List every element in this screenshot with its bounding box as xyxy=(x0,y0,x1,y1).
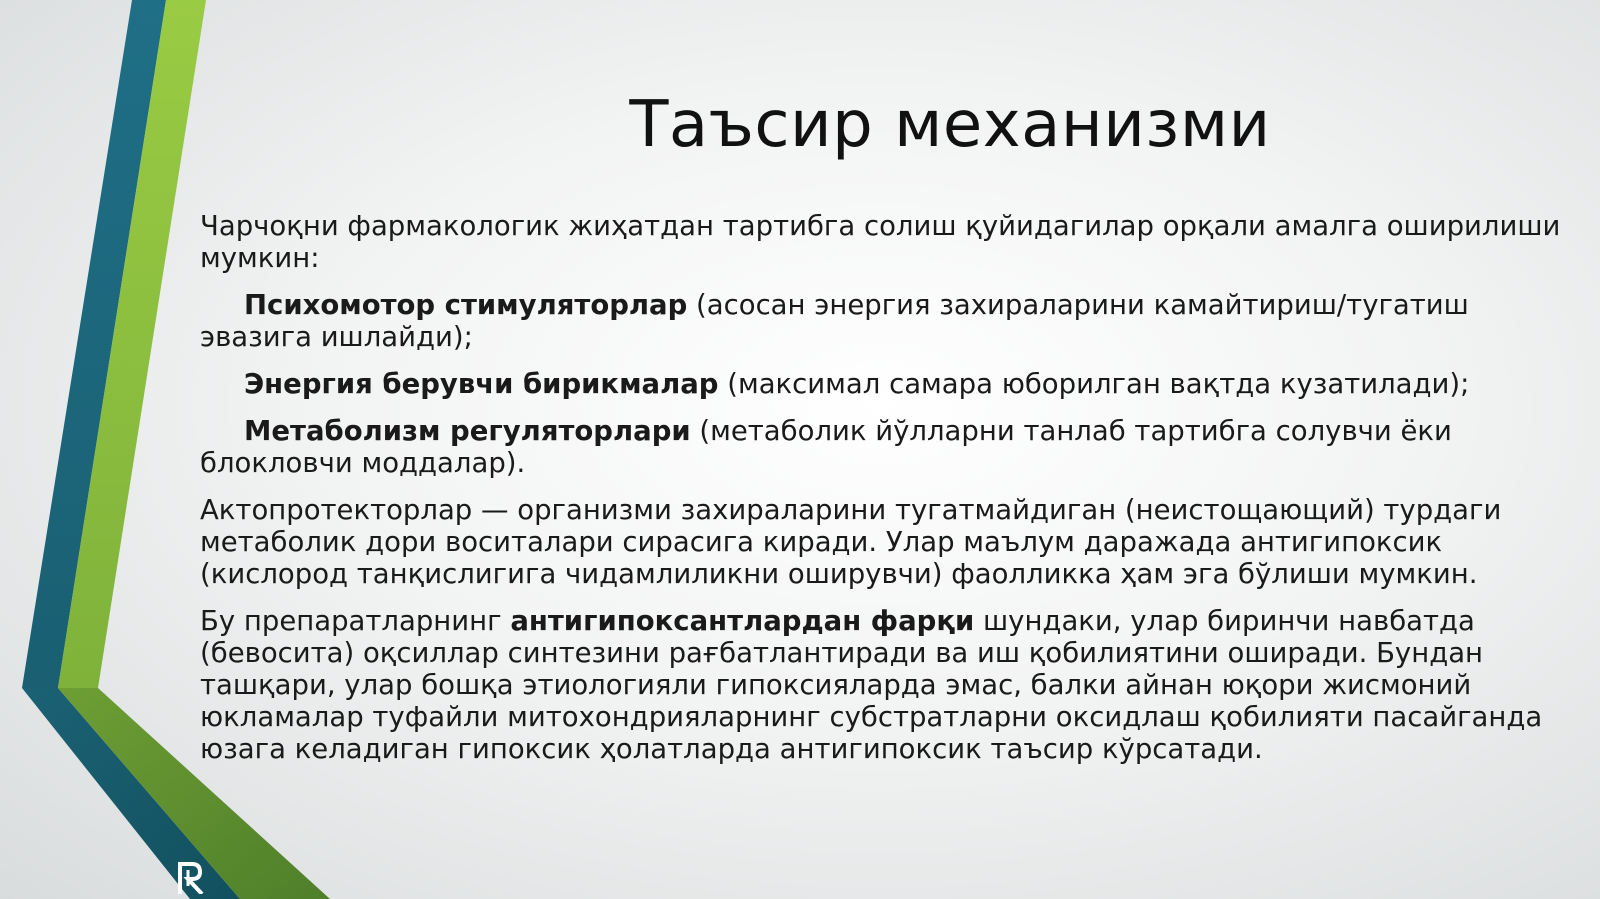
item-term: Энергия берувчи бирикмалар xyxy=(244,368,719,400)
item-description: (метаболик йўлларни танлаб тартибга солувчи ёки блокловчи моддалар). xyxy=(200,415,1452,479)
item-description: (асосан энергия захираларини камайтириш/тугатиш эвазига ишлайди); xyxy=(200,289,1469,353)
actoprotectors-paragraph: Актопротекторлар — организми захираларини тугатмайдиган (неистощающий) турдаги метаболик дори воситалари сирасига киради. Улар маълум даражада антигипоксик (кислород танқислигига чидамлиликни оширувчи) фаолликка ҳам эга бўлиши мумкин. xyxy=(200,494,1502,590)
difference-paragraph xyxy=(200,605,1580,765)
difference-post: шундаки, улар биринчи навбатда (бевосита) оқсиллар синтезини рағбатлантиради ва иш қобилиятини оширади. Бундан ташқари, улар бошқа этиологияли гипоксияларда эмас, балки айнан юқори жисмоний юкламалар туфайли митохондрияларнинг субстратларни оксидлаш қобилияти пасайганда юзага келадиган гипоксик ҳолатларда антигипоксик таъсир кўрсатади. xyxy=(200,605,1543,765)
list-item xyxy=(200,289,1580,353)
slide-content xyxy=(200,210,1580,780)
list-item xyxy=(200,415,1580,479)
difference-pre: Бу препаратларнинг xyxy=(200,605,511,637)
item-term: Психомотор стимуляторлар xyxy=(244,289,688,321)
difference-bold: антигипоксантлардан фарқи xyxy=(510,605,975,637)
slide-title: Таъсир механизми xyxy=(629,88,1271,162)
intro-paragraph: Чарчоқни фармакологик жиҳатдан тартибга солиш қуйидагилар орқали амалга оширилиши мумкин: xyxy=(200,210,1561,274)
rk-logo-icon xyxy=(176,860,210,894)
item-term: Метаболизм регуляторлари xyxy=(244,415,691,447)
item-description: (максимал самара юборилган вақтда кузатилади); xyxy=(718,368,1470,400)
list-item xyxy=(200,368,1580,400)
